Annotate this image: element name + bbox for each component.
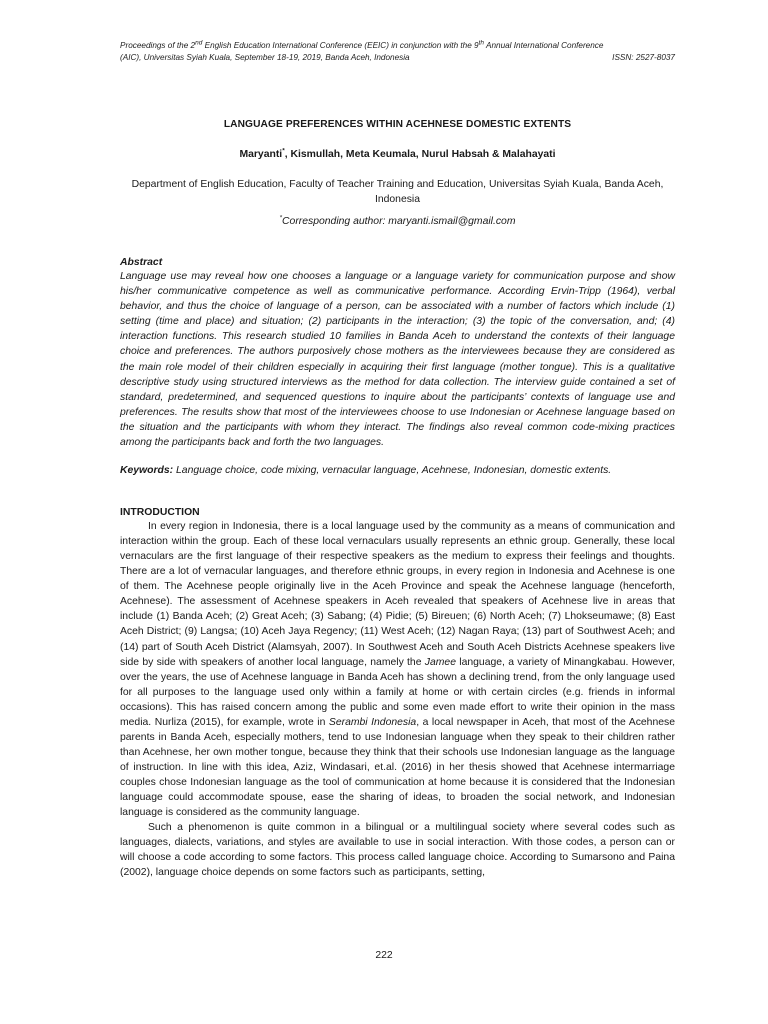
header-line-1 (120, 40, 675, 52)
header-sup: nd (195, 39, 203, 47)
header-text: English Education International Conference (EEIC) in conjunction with the 9 (202, 41, 479, 50)
affiliation: Department of English Education, Faculty of Teacher Training and Education, Universitas Syiah Kuala, Banda Aceh, Indonesia (131, 179, 664, 205)
author-name: Maryanti (239, 149, 283, 160)
paragraph-text: , a local newspaper in Aceh, that most of the Acehnese parents in Banda Aceh, especially mothers, tend to use Indonesian language when they speak to their children rather than Acehnese, her own mother tongue, because they think that their schools use Indonesian language as the language of instruction. In line with this idea, Aziz, Windasari, et.al. (2016) in her thesis showed that Acehnese intermarriage couples chose Indonesian language as the tool of communication at home because it is considered that the Indonesian language could accommodate spouse, ease the sharing of ideas, to broaden the social network, and Indonesian language is considered as the community language. (120, 716, 675, 819)
corresponding-mark: * (282, 147, 285, 155)
paper-page (120, 40, 675, 880)
emphasis-text: Serambi Indonesia (328, 716, 417, 728)
header-line-2 (120, 52, 675, 64)
paragraph-text: language, a variety of Minangkabau. However, over the years, the use of Acehnese language in Banda Aceh has shown a declining trend, from the only language used for all purposes to the language used only within a family at home or with certain circles (e.g. friends in informal occasions). This has raised concern among the public and some even made effort to write their opinion in the mass media. Nurliza (2015), for example, wrote in (120, 656, 676, 728)
emphasis-text: Jamee (424, 656, 456, 668)
abstract-text: Language use may reveal how one chooses a language or a language variety for communication purpose and show his/her communicative competence as well as communicative performance. According Ervin-Tripp (1964), verbal behavior, and thus the choice of language of a person, can be associated with a number of factors which include (1) setting (time and place) and situation; (2) participants in the interaction; (3) the topic of the conversation, and; (4) interaction functions. This research studied 10 families in Banda Aceh to understand the contexts of their language choice and preferences. The authors purposively chose mothers as the interviewees because they are considered as the main role model of their children especially in acquiring their first language (mother tongue). This is a qualitative descriptive study using structured interviews as the method for data collection. The interview guide contained a set of standard, predetermined, and sequenced questions to inquire about the participants’ contexts of language use and preferences. The results show that most of the interviewees choose to use Indonesian or Acehnese language based on the situation and the participants with whom they interact. The findings also reveal common code-mixing practices among the participants back and forth the two languages. (120, 271, 675, 449)
corresponding-mark: * (279, 214, 283, 222)
keywords-text: Language choice, code mixing, vernacular language, Acehnese, Indonesian, domestic extents. (173, 465, 612, 477)
header-sup: th (478, 39, 485, 47)
section-heading-introduction: INTRODUCTION (120, 507, 200, 519)
paragraph-text: In every region in Indonesia, there is a local language used by the community as a means of communication and interaction within the group. Each of these local vernaculars usually represents an ethnic group. Generally, these local vernaculars are the first language of their respective speakers as the medium to express their feelings and thoughts. There are a lot of vernacular languages, and therefore ethnic groups, in every region in Indonesia and Acehnese is one of them. The Acehnese people originally live in the Aceh Province and speak the Acehnese language (henceforth, Acehnese). The assessment of Acehnese speakers in Aceh revealed that speakers of Acehnese live in areas that include (1) Banda Aceh; (2) Great Aceh; (3) Sabang; (4) Pidie; (5) Bireuen; (6) North Aceh; (7) Lhokseumawe; (8) East Aceh District; (9) Langsa; (10) Aceh Jaya Regency; (11) West Aceh; (12) Nagan Raya; (13) part of Southwest Aceh; and (14) part of South Aceh District (Alamsyah, 2007). In Southwest Aceh and South Aceh Districts Acehnese speakers live side by side with speakers of another local language, namely the (120, 521, 675, 668)
corresponding-author (120, 216, 675, 227)
header-text: Annual International Conference (484, 41, 604, 50)
body-paragraph: Such a phenomenon is quite common in a bilingual or a multilingual society where several codes such as languages, dialects, variations, and styles are available to use in social interaction. With those codes, a person can or will choose a code according to some factors. This process called language choice. According to Sumarsono and Paina (2002), language choice depends on some factors such as participants, setting, (120, 822, 675, 879)
header-text: Proceedings of the 2 (120, 41, 196, 50)
header-conference-info: (AIC), Universitas Syiah Kuala, September 18-19, 2019, Banda Aceh, Indonesia (120, 52, 410, 62)
header-issn: ISSN: 2527-8037 (612, 52, 675, 62)
paper-title: LANGUAGE PREFERENCES WITHIN ACEHNESE DOMESTIC EXTENTS (223, 119, 572, 130)
keywords (120, 463, 675, 478)
abstract-heading: Abstract (120, 257, 163, 268)
running-header (120, 40, 675, 63)
body-paragraph (120, 519, 675, 820)
author-list (120, 149, 675, 160)
page-number: 222 (375, 950, 393, 961)
keywords-label: Keywords: (120, 465, 174, 477)
corresponding-author-text: Corresponding author: maryanti.ismail@gmail.com (282, 216, 516, 227)
author-names: , Kismullah, Meta Keumala, Nurul Habsah & Malahayati (284, 149, 556, 160)
